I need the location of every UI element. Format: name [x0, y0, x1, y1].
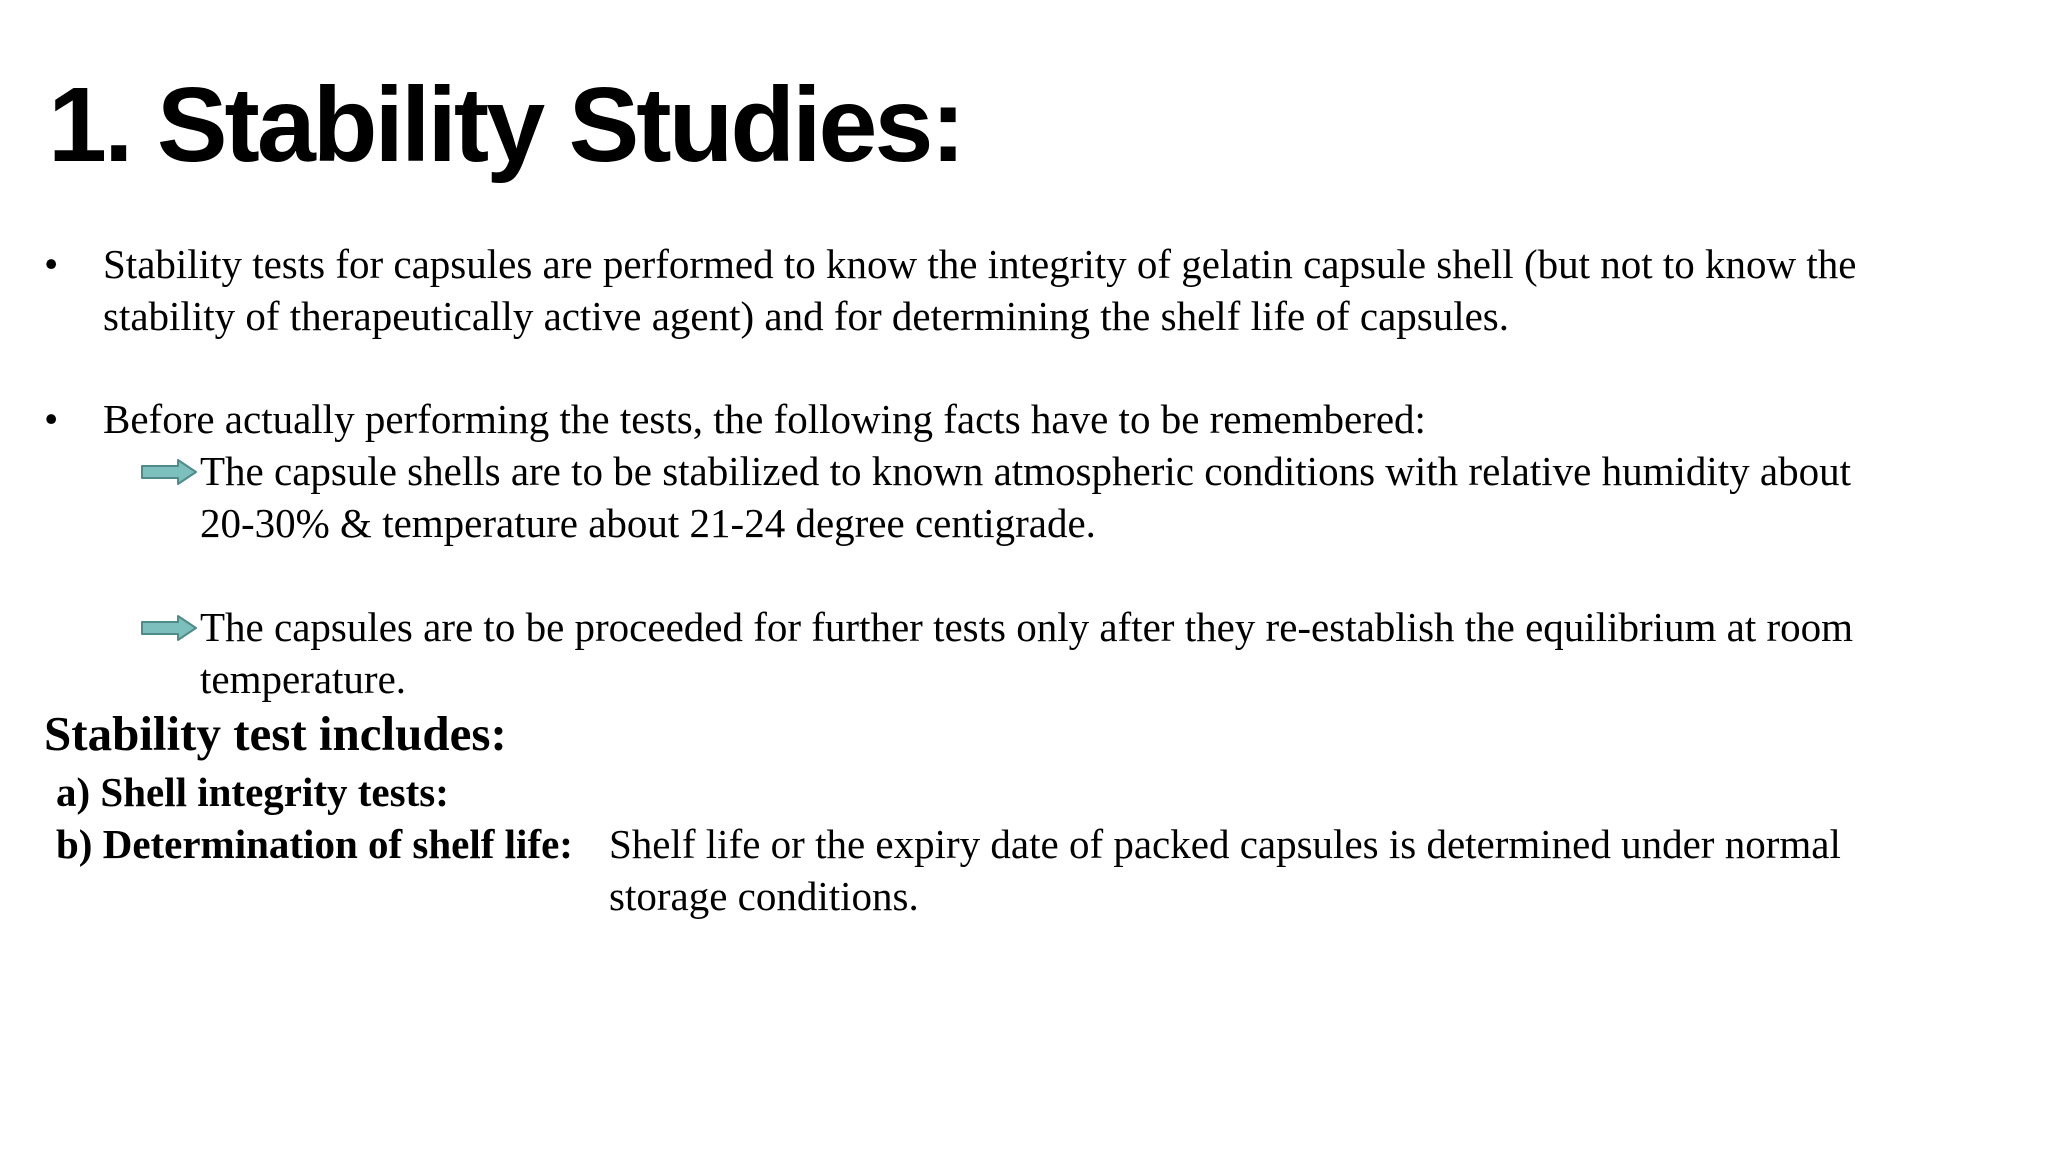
- test-item-description: Shelf life or the expiry date of packed capsules is determined under normal storage conditions.: [609, 821, 1841, 919]
- test-item-shell-integrity: [56, 766, 449, 818]
- bullet-text: Before actually performing the tests, the following facts have to be remembered:: [103, 396, 1426, 442]
- test-item-label: a) Shell integrity tests:: [56, 769, 449, 815]
- bullet-marker: •: [44, 396, 59, 442]
- right-arrow-icon: [140, 458, 198, 486]
- arrow-list-item: [140, 445, 1900, 549]
- bullet-marker: •: [44, 241, 59, 287]
- slide-title: 1. Stability Studies:: [48, 66, 963, 184]
- test-item-shelf-life: [56, 818, 1956, 922]
- stability-test-heading: Stability test includes:: [44, 706, 507, 761]
- bullet-text: Stability tests for capsules are performed to know the integrity of gelatin capsule shell (but not to know the stability of therapeutically active agent) and for determining the shelf life of capsules.: [103, 241, 1857, 339]
- arrow-item-text: The capsule shells are to be stabilized to known atmospheric conditions with relative humidity about 20-30% & temperature about 21-24 degree centigrade.: [200, 448, 1851, 546]
- arrow-list-item: [140, 601, 1900, 705]
- arrow-item-text: The capsules are to be proceeded for further tests only after they re-establish the equilibrium at room temperature.: [200, 604, 1854, 702]
- bullet-item: [44, 238, 1964, 342]
- right-arrow-icon: [140, 614, 198, 642]
- bullet-item: [44, 393, 1964, 445]
- test-item-label: b) Determination of shelf life:: [56, 821, 573, 867]
